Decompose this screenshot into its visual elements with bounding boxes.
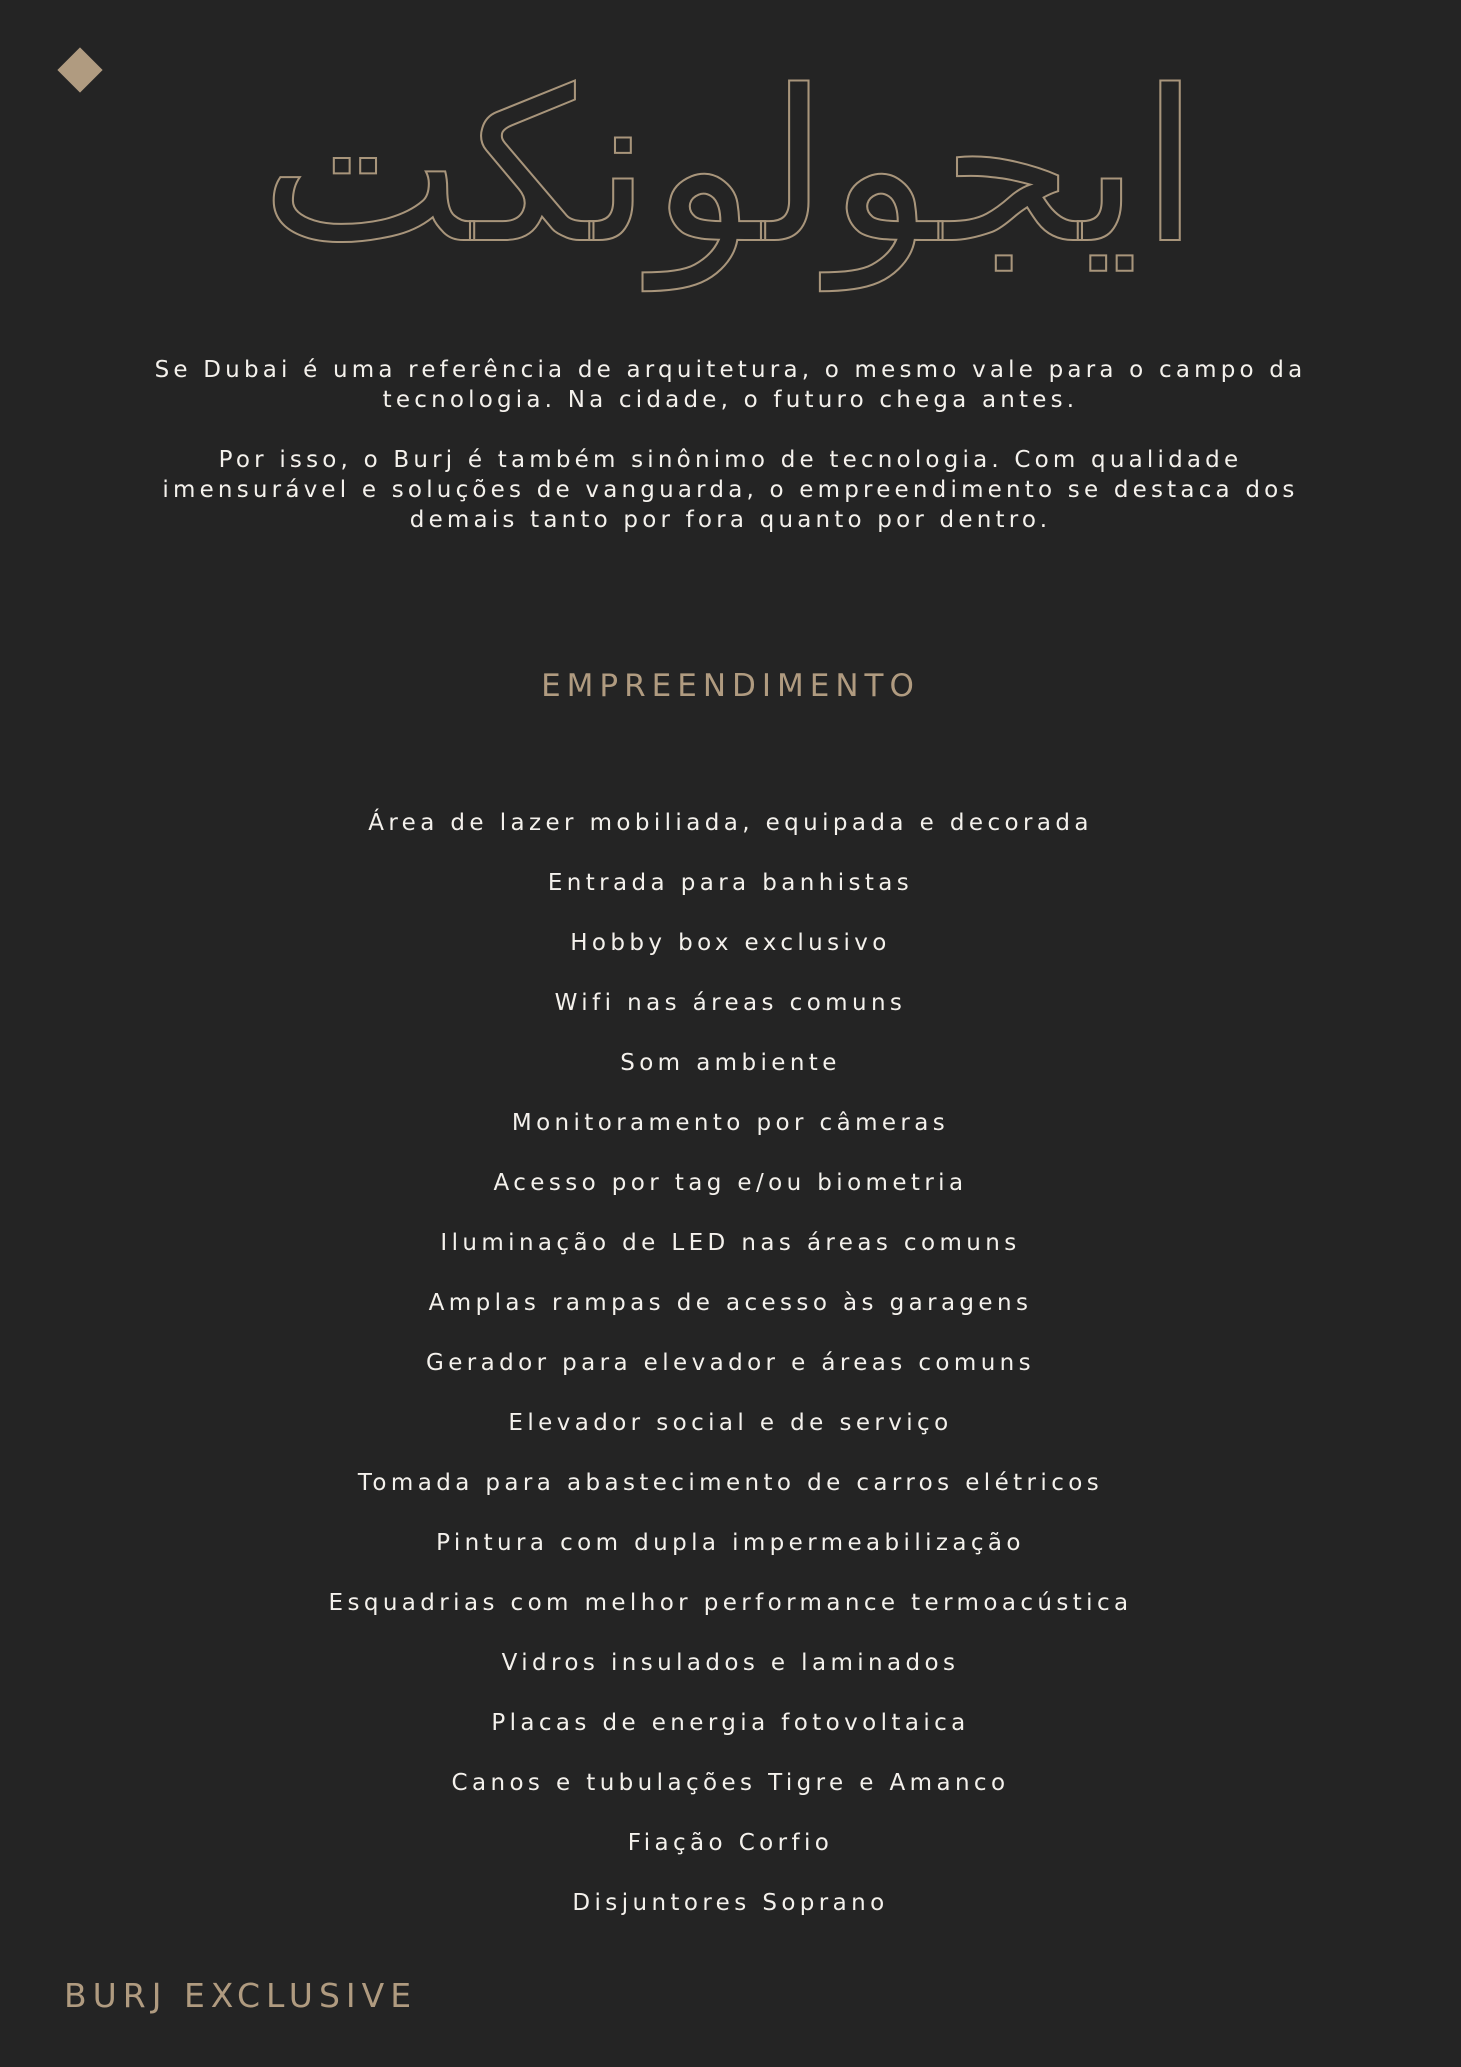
feature-item: Iluminação de LED nas áreas comuns xyxy=(440,1230,1021,1256)
feature-item: Acesso por tag e/ou biometria xyxy=(493,1170,968,1196)
feature-item: Área de lazer mobiliada, equipada e decorada xyxy=(368,810,1093,836)
feature-item: Entrada para banhistas xyxy=(547,870,914,896)
feature-item: Wifi nas áreas comuns xyxy=(554,990,907,1016)
arabic-title xyxy=(230,40,1231,310)
feature-item: Disjuntores Soprano xyxy=(572,1890,889,1916)
intro-paragraph-1: Se Dubai é uma referência de arquitetura, o mesmo vale para o campo da tecnologia. Na cidade, o futuro chega antes. xyxy=(154,357,1307,413)
feature-item: Esquadrias com melhor performance termoacústica xyxy=(328,1590,1133,1616)
feature-item: Amplas rampas de acesso às garagens xyxy=(428,1290,1033,1316)
feature-item: Tomada para abastecimento de carros elétricos xyxy=(357,1470,1104,1496)
feature-item: Elevador social e de serviço xyxy=(508,1410,953,1436)
section-heading: EMPREENDIMENTO xyxy=(541,668,920,704)
intro-text xyxy=(130,355,1331,565)
feature-item: Hobby box exclusivo xyxy=(570,930,891,956)
feature-item: Vidros insulados e laminados xyxy=(501,1650,960,1676)
features-list xyxy=(0,803,1461,1943)
feature-item: Canos e tubulações Tigre e Amanco xyxy=(451,1770,1010,1796)
feature-item: Monitoramento por câmeras xyxy=(511,1110,950,1136)
feature-item: Pintura com dupla impermeabilização xyxy=(436,1530,1025,1556)
feature-item: Placas de energia fotovoltaica xyxy=(491,1710,970,1736)
diamond-icon xyxy=(57,47,102,92)
feature-item: Fiação Corfio xyxy=(627,1830,834,1856)
arabic-title-text: ايجولونكت xyxy=(260,45,1174,290)
feature-item: Som ambiente xyxy=(620,1050,841,1076)
intro-paragraph-2: Por isso, o Burj é também sinônimo de tecnologia. Com qualidade imensurável e soluções de vanguarda, o empreendimento se destaca dos demais tanto por fora quanto por dentro. xyxy=(162,447,1299,533)
brand-name: BURJ EXCLUSIVE xyxy=(64,1976,418,2015)
feature-item: Gerador para elevador e áreas comuns xyxy=(425,1350,1036,1376)
